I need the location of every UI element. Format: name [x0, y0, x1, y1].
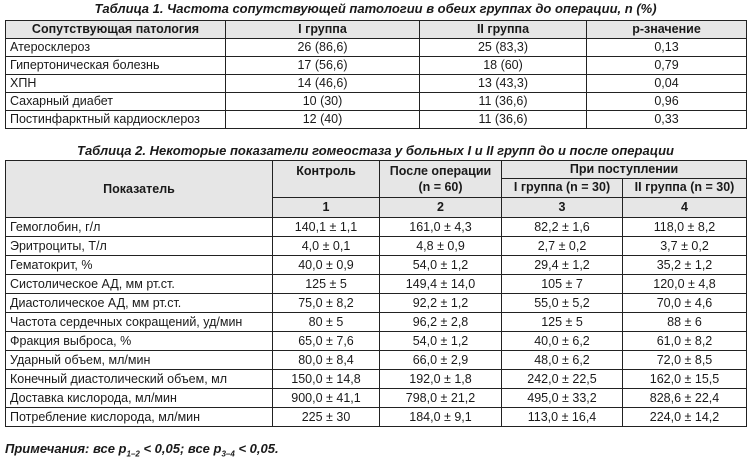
table1-cell: 10 (30): [226, 93, 420, 111]
table2-cell: 40,0 ± 0,9: [273, 256, 380, 275]
table2-row-label: Доставка кислорода, мл/мин: [6, 389, 273, 408]
table2-cell: 828,6 ± 22,4: [623, 389, 747, 408]
table1-cell: 0,13: [587, 39, 747, 57]
table2-cell: 96,2 ± 2,8: [380, 313, 502, 332]
table2-cell: 113,0 ± 16,4: [502, 408, 623, 427]
table1-row: [6, 93, 747, 111]
after-op-n: (n = 60): [418, 180, 463, 194]
table2-col-num-4: 4: [623, 197, 747, 217]
table2-cell: 192,0 ± 1,8: [380, 370, 502, 389]
table2-header-control: Контроль: [273, 161, 380, 198]
table2-cell: 798,0 ± 21,2: [380, 389, 502, 408]
note-prefix: Примечания: все р: [5, 441, 127, 456]
table2-header-indicator: Показатель: [6, 161, 273, 218]
table1-row: [6, 39, 747, 57]
table2-cell: 495,0 ± 33,2: [502, 389, 623, 408]
table1-header-pvalue: р-значение: [587, 21, 747, 39]
table1-row: [6, 75, 747, 93]
table2-row-label: Фракция выброса, %: [6, 332, 273, 351]
table2-row-label: Конечный диастолический объем, мл: [6, 370, 273, 389]
table2-cell: 65,0 ± 7,6: [273, 332, 380, 351]
table2-cell: 242,0 ± 22,5: [502, 370, 623, 389]
table2-cell: 88 ± 6: [623, 313, 747, 332]
table1-body: [6, 39, 747, 129]
table1-cell: 11 (36,6): [420, 93, 587, 111]
table2-row: [6, 256, 747, 275]
table2-cell: 125 ± 5: [273, 275, 380, 294]
table2-header-group1: I группа (n = 30): [502, 178, 623, 197]
table2-row-label: Частота сердечных сокращений, уд/мин: [6, 313, 273, 332]
table2-cell: 162,0 ± 15,5: [623, 370, 747, 389]
table2-cell: 2,7 ± 0,2: [502, 237, 623, 256]
table1-row: [6, 111, 747, 129]
table2-cell: 900,0 ± 41,1: [273, 389, 380, 408]
table1-cell: 11 (36,6): [420, 111, 587, 129]
table2-header-after-op: [380, 161, 502, 198]
table2-col-num-1: 1: [273, 197, 380, 217]
table2-header-on-admission: При поступлении: [502, 161, 747, 179]
table2-col-num-3: 3: [502, 197, 623, 217]
table1-row-label: Атеросклероз: [6, 39, 226, 57]
table2-row: [6, 275, 747, 294]
table2-row-label: Диастолическое АД, мм рт.ст.: [6, 294, 273, 313]
table2-cell: 82,2 ± 1,6: [502, 218, 623, 237]
table2-row-label: Систолическое АД, мм рт.ст.: [6, 275, 273, 294]
table1-cell: 0,33: [587, 111, 747, 129]
table1-cell: 14 (46,6): [226, 75, 420, 93]
table2-cell: 80,0 ± 8,4: [273, 351, 380, 370]
table2-cell: 66,0 ± 2,9: [380, 351, 502, 370]
table1-header-pathology: Сопутствующая патология: [6, 21, 226, 39]
table1-row-label: Сахарный диабет: [6, 93, 226, 111]
table1-header-group1: I группа: [226, 21, 420, 39]
table2-cell: 80 ± 5: [273, 313, 380, 332]
table2-cell: 29,4 ± 1,2: [502, 256, 623, 275]
table2-row: [6, 408, 747, 427]
table1-cell: 0,04: [587, 75, 747, 93]
table2-cell: 184,0 ± 9,1: [380, 408, 502, 427]
table1-header-row: [6, 21, 747, 39]
table2-cell: 3,7 ± 0,2: [623, 237, 747, 256]
table2-cell: 4,0 ± 0,1: [273, 237, 380, 256]
table2-header-row-1: [6, 161, 747, 179]
table2-cell: 92,2 ± 1,2: [380, 294, 502, 313]
table2-cell: 55,0 ± 5,2: [502, 294, 623, 313]
note-mid: < 0,05; все р: [139, 441, 222, 456]
note-sub-2: 3–4: [221, 449, 235, 459]
table2-cell: 224,0 ± 14,2: [623, 408, 747, 427]
table2-cell: 125 ± 5: [502, 313, 623, 332]
table2-cell: 70,0 ± 4,6: [623, 294, 747, 313]
table2-header-group2: II группа (n = 30): [623, 178, 747, 197]
table2-cell: 72,0 ± 8,5: [623, 351, 747, 370]
table2-row: [6, 332, 747, 351]
table2-cell: 105 ± 7: [502, 275, 623, 294]
table2-cell: 35,2 ± 1,2: [623, 256, 747, 275]
note-sub-1: 1–2: [126, 449, 140, 459]
table2-cell: 120,0 ± 4,8: [623, 275, 747, 294]
table2-row: [6, 351, 747, 370]
table2-row-label: Гематокрит, %: [6, 256, 273, 275]
table2-cell: 225 ± 30: [273, 408, 380, 427]
table2-row: [6, 313, 747, 332]
table2-col-num-2: 2: [380, 197, 502, 217]
table2-row: [6, 370, 747, 389]
table2-cell: 150,0 ± 14,8: [273, 370, 380, 389]
homeostasis-table: [5, 160, 747, 427]
table2-cell: 48,0 ± 6,2: [502, 351, 623, 370]
note-suffix: < 0,05.: [234, 441, 279, 456]
table2-cell: 140,1 ± 1,1: [273, 218, 380, 237]
after-op-label: После операции: [389, 164, 492, 178]
table2-cell: 40,0 ± 6,2: [502, 332, 623, 351]
table1-cell: 13 (43,3): [420, 75, 587, 93]
table2-row-label: Потребление кислорода, мл/мин: [6, 408, 273, 427]
table2-cell: 149,4 ± 14,0: [380, 275, 502, 294]
table1-cell: 18 (60): [420, 57, 587, 75]
table2-row: [6, 237, 747, 256]
table2-cell: 61,0 ± 8,2: [623, 332, 747, 351]
table1-row-label: Постинфарктный кардиосклероз: [6, 111, 226, 129]
table2-cell: 118,0 ± 8,2: [623, 218, 747, 237]
table2-body: [6, 218, 747, 427]
table2-caption: Таблица 2. Некоторые показатели гомеостаза у больных I и II групп до и после операции: [77, 143, 674, 158]
table2-cell: 75,0 ± 8,2: [273, 294, 380, 313]
table-note: [5, 441, 279, 459]
table2-row-label: Эритроциты, Т/л: [6, 237, 273, 256]
table1-row: [6, 57, 747, 75]
table2-row-label: Гемоглобин, г/л: [6, 218, 273, 237]
table2-cell: 54,0 ± 1,2: [380, 332, 502, 351]
table1-header-group2: II группа: [420, 21, 587, 39]
table2-row: [6, 218, 747, 237]
table1-cell: 26 (86,6): [226, 39, 420, 57]
table1-cell: 12 (40): [226, 111, 420, 129]
table2-cell: 4,8 ± 0,9: [380, 237, 502, 256]
table2-cell: 54,0 ± 1,2: [380, 256, 502, 275]
table1-row-label: Гипертоническая болезнь: [6, 57, 226, 75]
table1-cell: 17 (56,6): [226, 57, 420, 75]
table2-row: [6, 294, 747, 313]
table2-row: [6, 389, 747, 408]
table1-cell: 0,96: [587, 93, 747, 111]
table1-cell: 0,79: [587, 57, 747, 75]
table2-row-label: Ударный объем, мл/мин: [6, 351, 273, 370]
table1-cell: 25 (83,3): [420, 39, 587, 57]
table1-row-label: ХПН: [6, 75, 226, 93]
comorbidity-table: [5, 20, 747, 129]
table1-caption: Таблица 1. Частота сопутствующей патологии в обеих группах до операции, n (%): [94, 1, 657, 16]
table2-cell: 161,0 ± 4,3: [380, 218, 502, 237]
